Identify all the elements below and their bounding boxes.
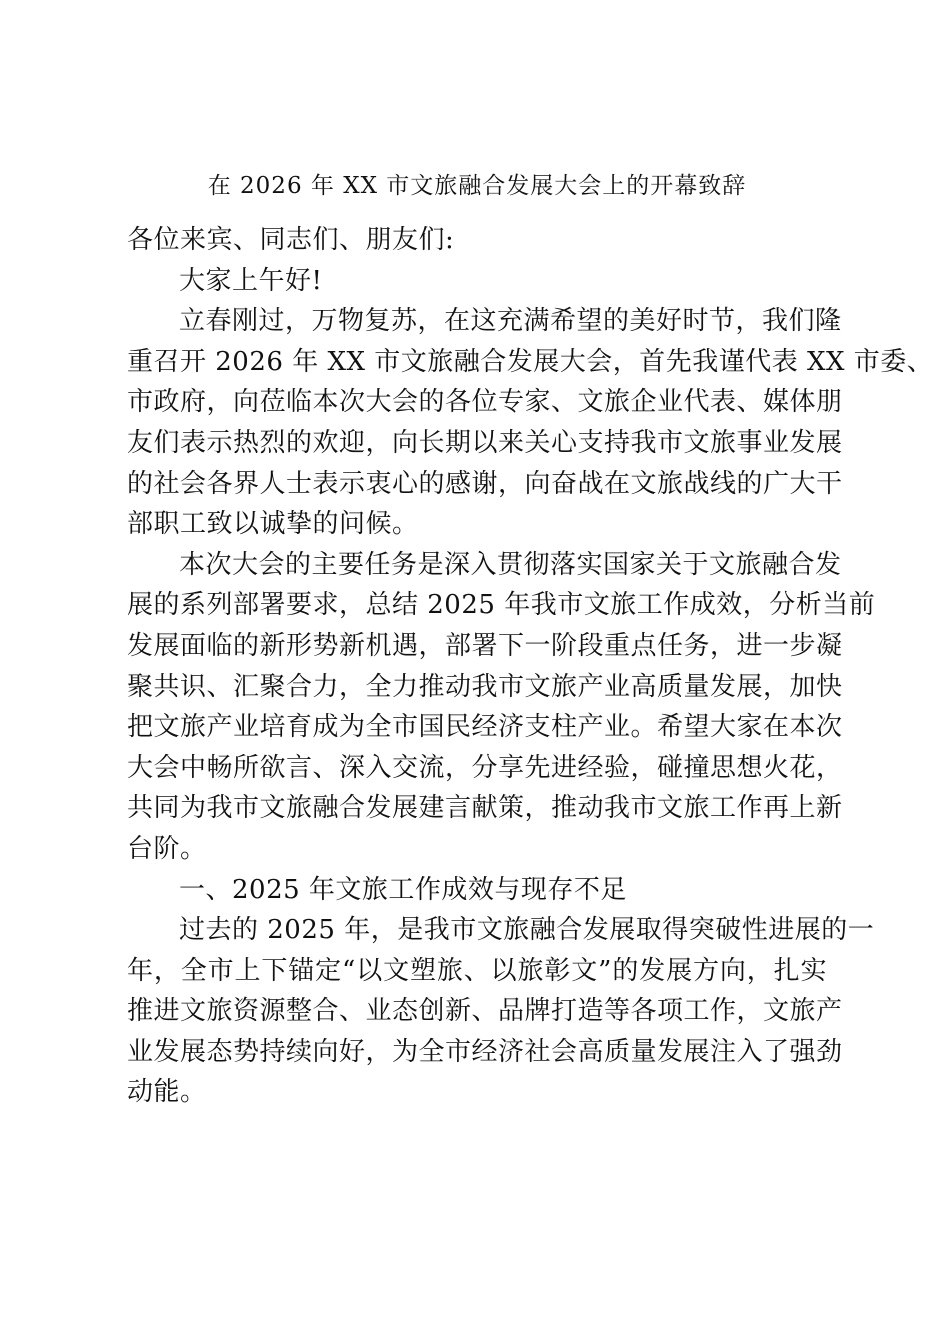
paragraph-line: 市政府，向莅临本次大会的各位专家、文旅企业代表、媒体朋 — [127, 387, 843, 418]
paragraph-line: 业发展态势持续向好，为全市经济社会高质量发展注入了强劲 — [127, 1036, 843, 1067]
paragraph-line: 把文旅产业培育成为全市国民经济支柱产业。希望大家在本次 — [127, 712, 843, 743]
document-page — [127, 168, 934, 1113]
greeting: 大家上午好! — [179, 265, 323, 296]
salutation: 各位来宾、同志们、朋友们: — [127, 225, 455, 255]
paragraph-line: 台阶。 — [127, 833, 207, 864]
paragraph-line: 本次大会的主要任务是深入贯彻落实国家关于文旅融合发 — [179, 549, 842, 580]
paragraph-line: 年，全市上下锚定“以文塑旅、以旅彰文”的发展方向，扎实 — [127, 955, 827, 986]
paragraph-line: 重召开 2026 年 XX 市文旅融合发展大会，首先我谨代表 XX 市委、 — [127, 346, 934, 377]
paragraph-line: 立春刚过，万物复苏，在这充满希望的美好时节，我们隆 — [179, 306, 842, 337]
paragraph-tasks — [127, 545, 876, 870]
paragraph-line: 部职工致以诚挚的问候。 — [127, 509, 419, 540]
paragraph-line: 动能。 — [127, 1077, 207, 1108]
paragraph-line: 过去的 2025 年，是我市文旅融合发展取得突破性进展的一 — [179, 915, 875, 946]
paragraph-line: 的社会各界人士表示衷心的感谢，向奋战在文旅战线的广大干 — [127, 468, 843, 499]
paragraph-line: 友们表示热烈的欢迎，向长期以来关心支持我市文旅事业发展 — [127, 427, 843, 458]
document-title: 在 2026 年 XX 市文旅融合发展大会上的开幕致辞 — [207, 173, 747, 199]
paragraph-line: 展的系列部署要求，总结 2025 年我市文旅工作成效，分析当前 — [127, 590, 876, 621]
paragraph-line: 发展面临的新形势新机遇，部署下一阶段重点任务，进一步凝 — [127, 630, 843, 661]
paragraph-line: 推进文旅资源整合、业态创新、品牌打造等各项工作，文旅产 — [127, 996, 843, 1027]
paragraph-line: 大会中畅所欲言、深入交流，分享先进经验，碰撞思想火花， — [127, 752, 843, 783]
paragraph-achievements — [127, 910, 875, 1113]
paragraph-opening — [127, 301, 934, 545]
section-heading: 一、2025 年文旅工作成效与现存不足 — [179, 874, 627, 905]
paragraph-line: 聚共识、汇聚合力，全力推动我市文旅产业高质量发展，加快 — [127, 671, 843, 702]
paragraph-line: 共同为我市文旅融合发展建言献策，推动我市文旅工作再上新 — [127, 793, 843, 824]
